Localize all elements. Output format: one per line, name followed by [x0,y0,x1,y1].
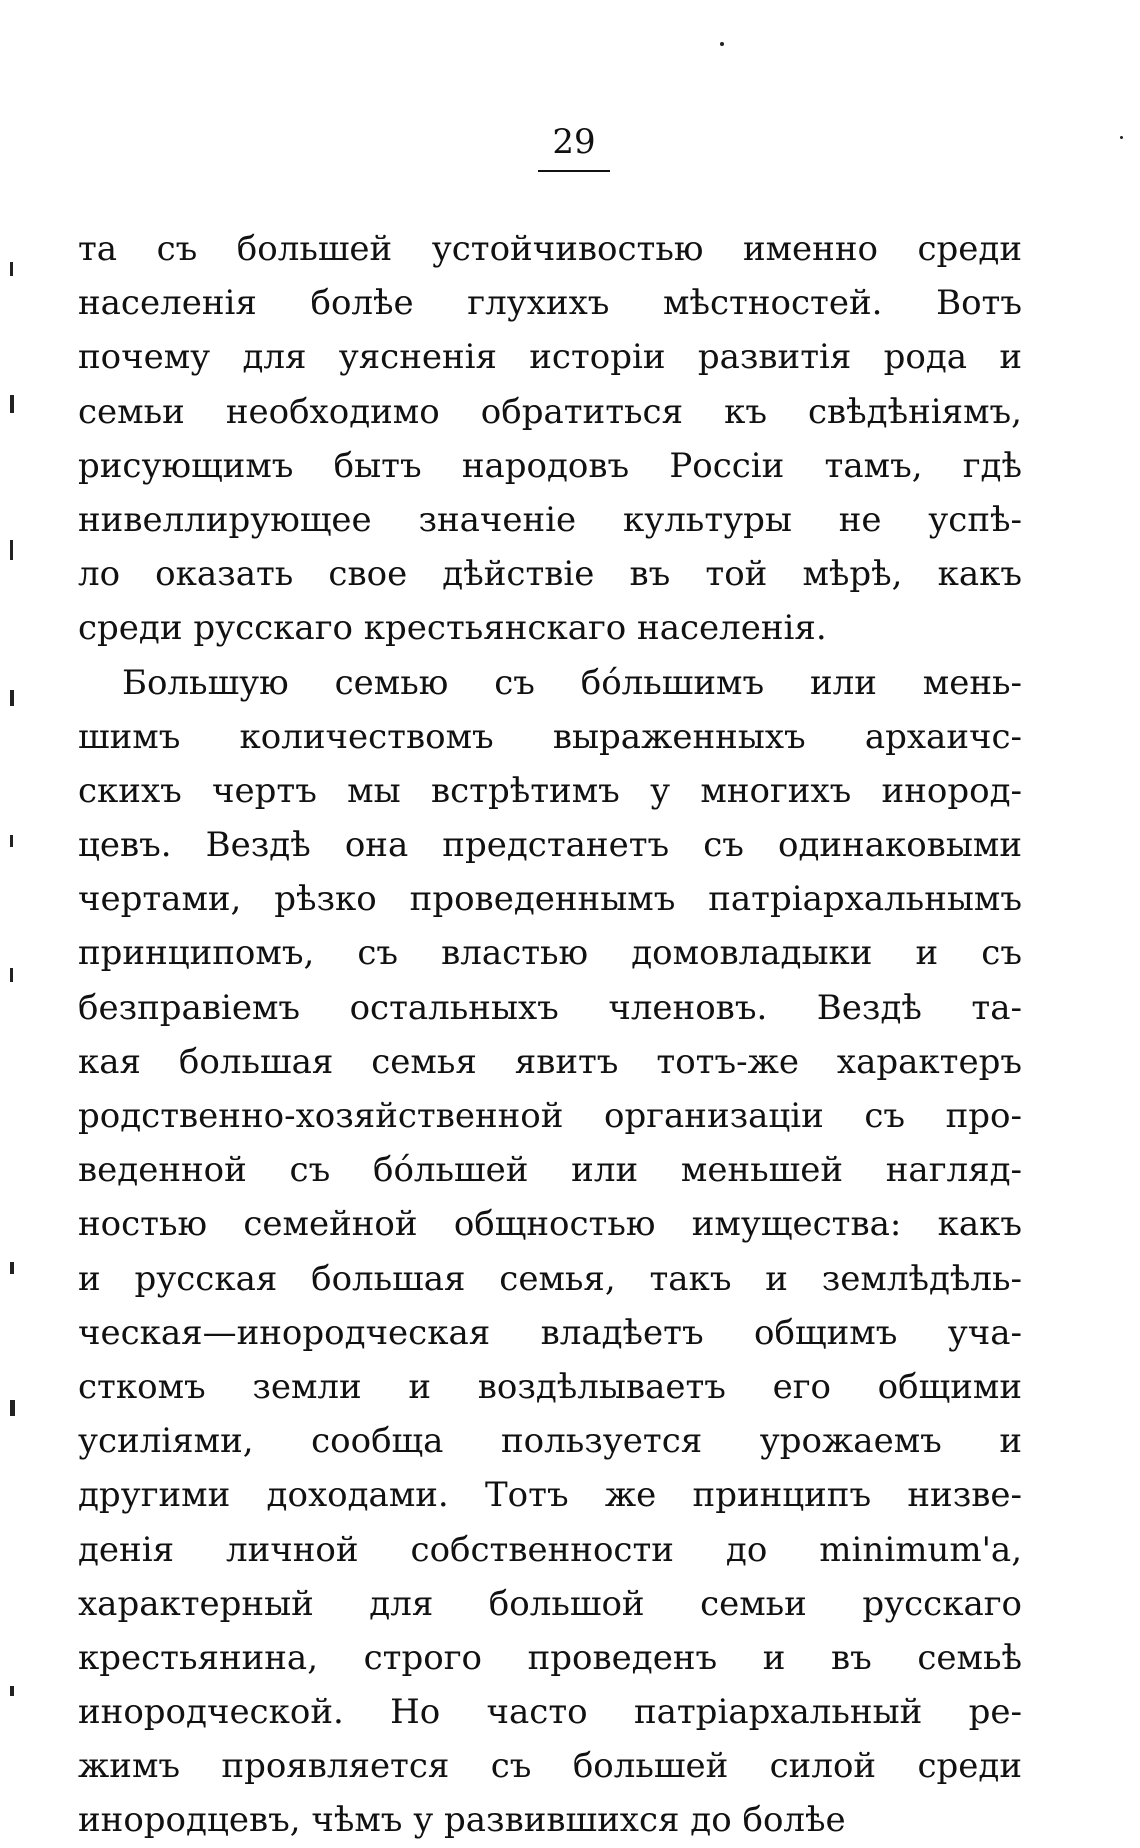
text-line: шимъ количествомъ выраженныхъ архаичс- [78,716,1022,757]
scan-speck [10,690,14,706]
text-line: усиліями, сообща пользуется урожаемъ и [78,1421,1022,1462]
text-line: жимъ проявляется съ большей силой среди [78,1746,1022,1787]
text-line: денія личной собственности до minimum'а, [78,1529,1022,1570]
scan-speck [10,1400,15,1416]
scan-speck [10,540,13,560]
text-line: семьи необходимо обратиться къ свѣдѣніямъ, [78,391,1022,432]
text-line: цевъ. Вездѣ она предстанетъ съ одинаковыми [78,825,1022,866]
text-line: населенія болѣе глухихъ мѣстностей. Вотъ [78,283,1022,324]
text-line: среди русскаго крестьянскаго населенія. [78,608,827,649]
text-line: инородцевъ, чѣмъ у развившихся до болѣе [78,1800,846,1841]
text-line: инородческой. Но часто патріархальный ре- [78,1692,1022,1733]
text-line: ло оказать свое дѣйствіе въ той мѣрѣ, какъ [78,554,1022,595]
text-line: чертами, рѣзко проведеннымъ патріархальнымъ [78,879,1022,920]
text-line: принципомъ, съ властью домовладыки и съ [78,933,1022,974]
scan-speck [10,395,14,413]
text-line: безправіемъ остальныхъ членовъ. Вездѣ та- [78,987,1022,1028]
text-line: нивеллирующее значеніе культуры не успѣ- [78,499,1022,540]
page-number-text: 29 [538,122,609,172]
text-line: скихъ чертъ мы встрѣтимъ у многихъ инород- [78,770,1022,811]
body-text [78,222,1022,1848]
page-number [0,122,1140,172]
paragraph-start-line: Большую семью съ бо́льшимъ или мень- [122,662,1022,703]
text-line: ностью семейной общностью имущества: какъ [78,1204,1022,1245]
text-line: почему для уясненія исторіи развитія рода и [78,337,1022,378]
text-line: сткомъ земли и воздѣлываетъ его общими [78,1366,1022,1407]
text-line: характерный для большой семьи русскаго [78,1583,1022,1624]
text-line: та съ большей устойчивостью именно среди [78,229,1022,269]
text-line: ческая—инородческая владѣетъ общимъ уча- [78,1312,1022,1353]
scan-speck [10,1262,14,1274]
text-line: рисующимъ бытъ народовъ Россіи тамъ, гдѣ [78,445,1022,486]
text-line: родственно-хозяйственной организаціи съ про- [78,1096,1022,1136]
text-line: другими доходами. Тотъ же принципъ низве- [78,1475,1022,1516]
scan-speck [720,42,724,46]
scan-speck [10,1686,14,1696]
scan-speck [10,835,13,847]
text-line: кая большая семья явитъ тотъ-же характеръ [78,1041,1022,1082]
text-line: и русская большая семья, такъ и землѣдѣль- [78,1258,1022,1299]
text-line: крестьянина, строго проведенъ и въ семьѣ [78,1637,1022,1678]
scan-speck [1120,136,1123,139]
scan-speck [10,968,13,982]
text-line: веденной съ бо́льшей или меньшей нагляд- [78,1150,1022,1191]
scan-speck [10,262,13,276]
